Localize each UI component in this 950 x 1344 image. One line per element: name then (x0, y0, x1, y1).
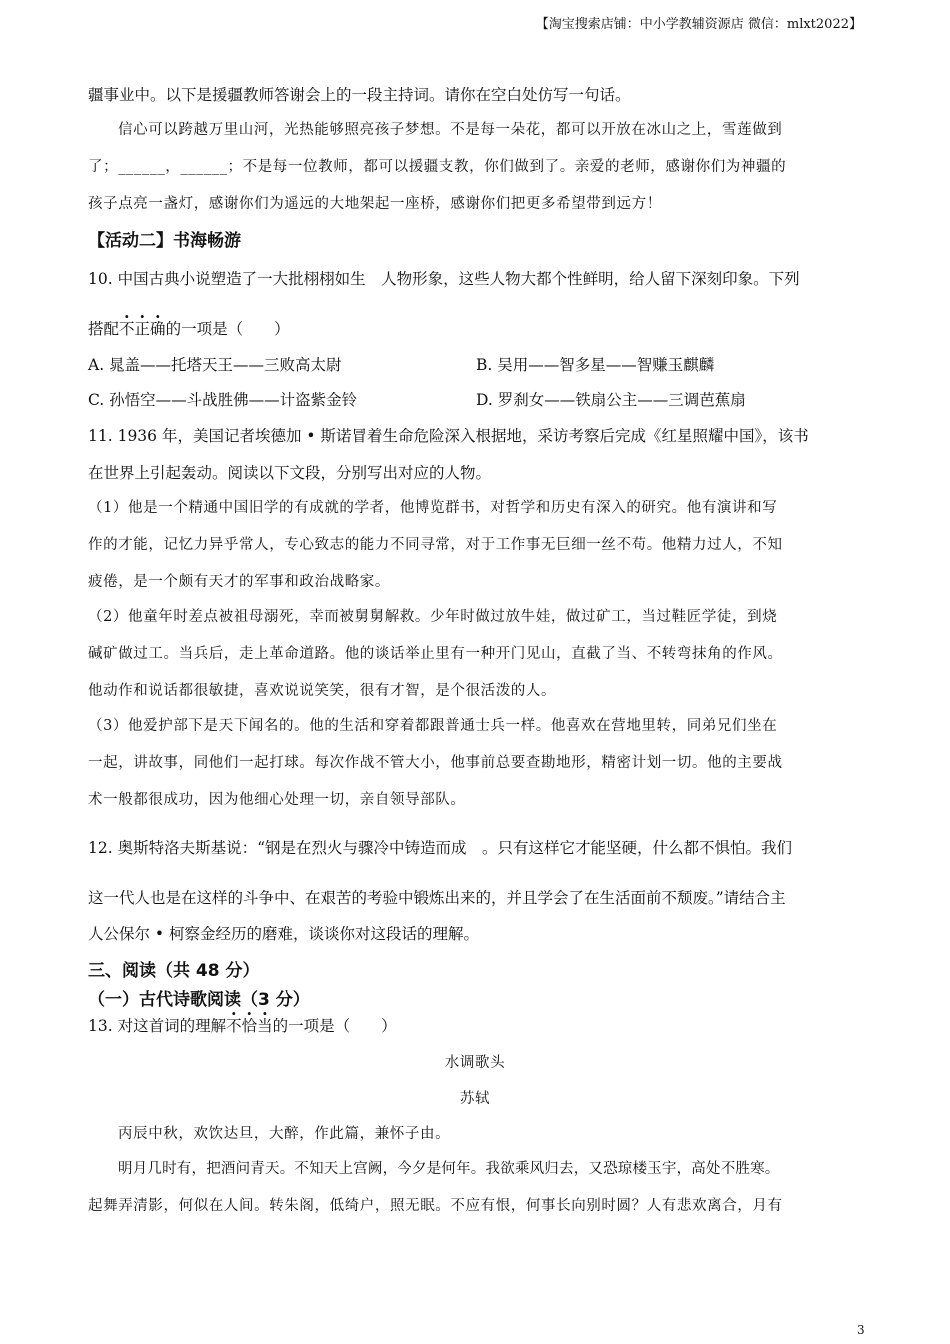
poem-title: 水调歌头 (444, 1055, 506, 1071)
q10-option-b: B. 吴用——智多星——智赚玉麒麟 (476, 356, 715, 374)
poem-preface: 丙辰中秋，欢饮达旦，大醉，作此篇，兼怀子由。 (118, 1126, 451, 1142)
section-3-heading: 三、阅读（共 48 分） (88, 961, 260, 981)
q13-stem (88, 1014, 397, 1036)
q11-line-2: 在世界上引起轰动。阅读以下文段，分别写出对应的人物。 (88, 464, 492, 482)
page-header: 【淘宝搜索店铺：中小学教辅资源店 微信：mlxt2022】 (535, 17, 862, 32)
q13-stem-end: 的一项是（ ） (272, 1017, 397, 1035)
emphasis-char: 不 (226, 1017, 242, 1035)
emphasis-char: 恰 (241, 1017, 258, 1035)
intro-line-3: 了；______，______；不是每一位教师，都可以援疆支教，你们做到了。亲爱的老师，感谢你们为神疆的 (88, 159, 787, 175)
q10-stem-end: 的一项是（ ） (165, 320, 290, 338)
poem-author: 苏轼 (459, 1091, 491, 1107)
q10-option-d: D. 罗刹女——铁扇公主——三调芭蕉扇 (476, 391, 746, 409)
section-3-1-heading: （一）古代诗歌阅读（3 分） (88, 990, 310, 1010)
q11-line-1: 11. 1936 年，美国记者埃德加 • 斯诺冒着生命危险深入根据地，采访考察后完成《红星照耀中国》，该书 (88, 427, 809, 445)
q11-para1-line1: （1）他是一个精通中国旧学的有成就的学者，他博览群书，对哲学和历史有深入的研究。他有演讲和写 (88, 500, 778, 516)
q12-line-1: 12. 奥斯特洛夫斯基说：“钢是在烈火与骤冷中铸造而成 。只有这样它才能坚硬，什么都不惧怕。我们 (88, 839, 793, 857)
q11-para1-line3: 疲倦，是一个颇有天才的军事和政治战略家。 (88, 574, 390, 590)
q10-option-c: C. 孙悟空——斗战胜佛——计盗紫金铃 (88, 391, 358, 409)
q11-para2-line3: 他动作和说话都很敏捷，喜欢说说笑笑，很有才智，是个很活泼的人。 (88, 683, 557, 699)
poem-text-line-2: 起舞弄清影，何似在人间。转朱阁，低绮户，照无眠。不应有恨，何事长向别时圆？人有悲欢离合，月有 (88, 1198, 783, 1214)
emphasis-char: 不 (119, 320, 135, 338)
emphasis-char: 正 (134, 320, 151, 338)
q11-para2-line1: （2）他童年时差点被祖母溺死，幸而被舅舅解救。少年时做过放牛娃，做过矿工，当过鞋匠学徒，到烧 (88, 609, 778, 625)
q12-line-3: 人公保尔 • 柯察金经历的磨难，谈谈你对这段话的理解。 (88, 925, 479, 943)
activity-2-heading: 【活动二】书海畅游 (88, 231, 241, 251)
emphasis-char: 确 (150, 320, 166, 338)
q11-para3-line3: 术一般都很成功，因为他细心处理一切，亲自领导部队。 (88, 792, 466, 808)
q12-line-2: 这一代人也是在这样的斗争中、在艰苦的考验中锻炼出来的，并且学会了在生活面前不颓废。”请结合主 (88, 889, 786, 907)
q11-para3-line2: 一起，讲故事，同他们一起打球。每次作战不管大小，他事前总要查勘地形，精密计划一切。他的主要战 (88, 755, 783, 771)
emphasis-char: 当 (257, 1017, 273, 1035)
page-number: 3 (857, 1323, 865, 1337)
intro-line-1: 疆事业中。以下是援疆教师答谢会上的一段主持词。请你在空白处仿写一句话。 (88, 86, 631, 104)
q10-stem (88, 317, 290, 339)
q11-para3-line1: （3）他爱护部下是天下闻名的。他的生活和穿着都跟普通士兵一样。他喜欢在营地里转，同弟兄们坐在 (88, 718, 778, 734)
q10-line-1: 10. 中国古典小说塑造了一大批栩栩如生 人物形象，这些人物大都个性鲜明，给人留下深刻印象。下列 (88, 270, 800, 288)
q10-stem-start: 搭配 (88, 320, 120, 338)
q11-para2-line2: 碱矿做过工。当兵后，走上革命道路。他的谈话举止里有一种开门见山，直截了当、不转弯抹角的作风。 (88, 646, 783, 662)
poem-text-line-1: 明月几时有，把酒问青天。不知天上宫阙，今夕是何年。我欲乘风归去，又恐琼楼玉宇，高处不胜寒。 (118, 1161, 780, 1177)
q11-para1-line2: 作的才能，记忆力异乎常人，专心致志的能力不同寻常，对于工作事无巨细一丝不苟。他精力过人，不知 (88, 537, 783, 553)
intro-line-4: 孩子点亮一盏灯，感谢你们为遥远的大地架起一座桥，感谢你们把更多希望带到远方！ (88, 196, 662, 212)
q10-option-a: A. 晁盖——托塔天王——三败高太尉 (88, 356, 342, 374)
q13-stem-start: 13. 对这首词的理解 (88, 1017, 227, 1035)
intro-line-2: 信心可以跨越万里山河，光热能够照亮孩子梦想。不是每一朵花，都可以开放在冰山之上，雪莲做到 (118, 122, 783, 138)
